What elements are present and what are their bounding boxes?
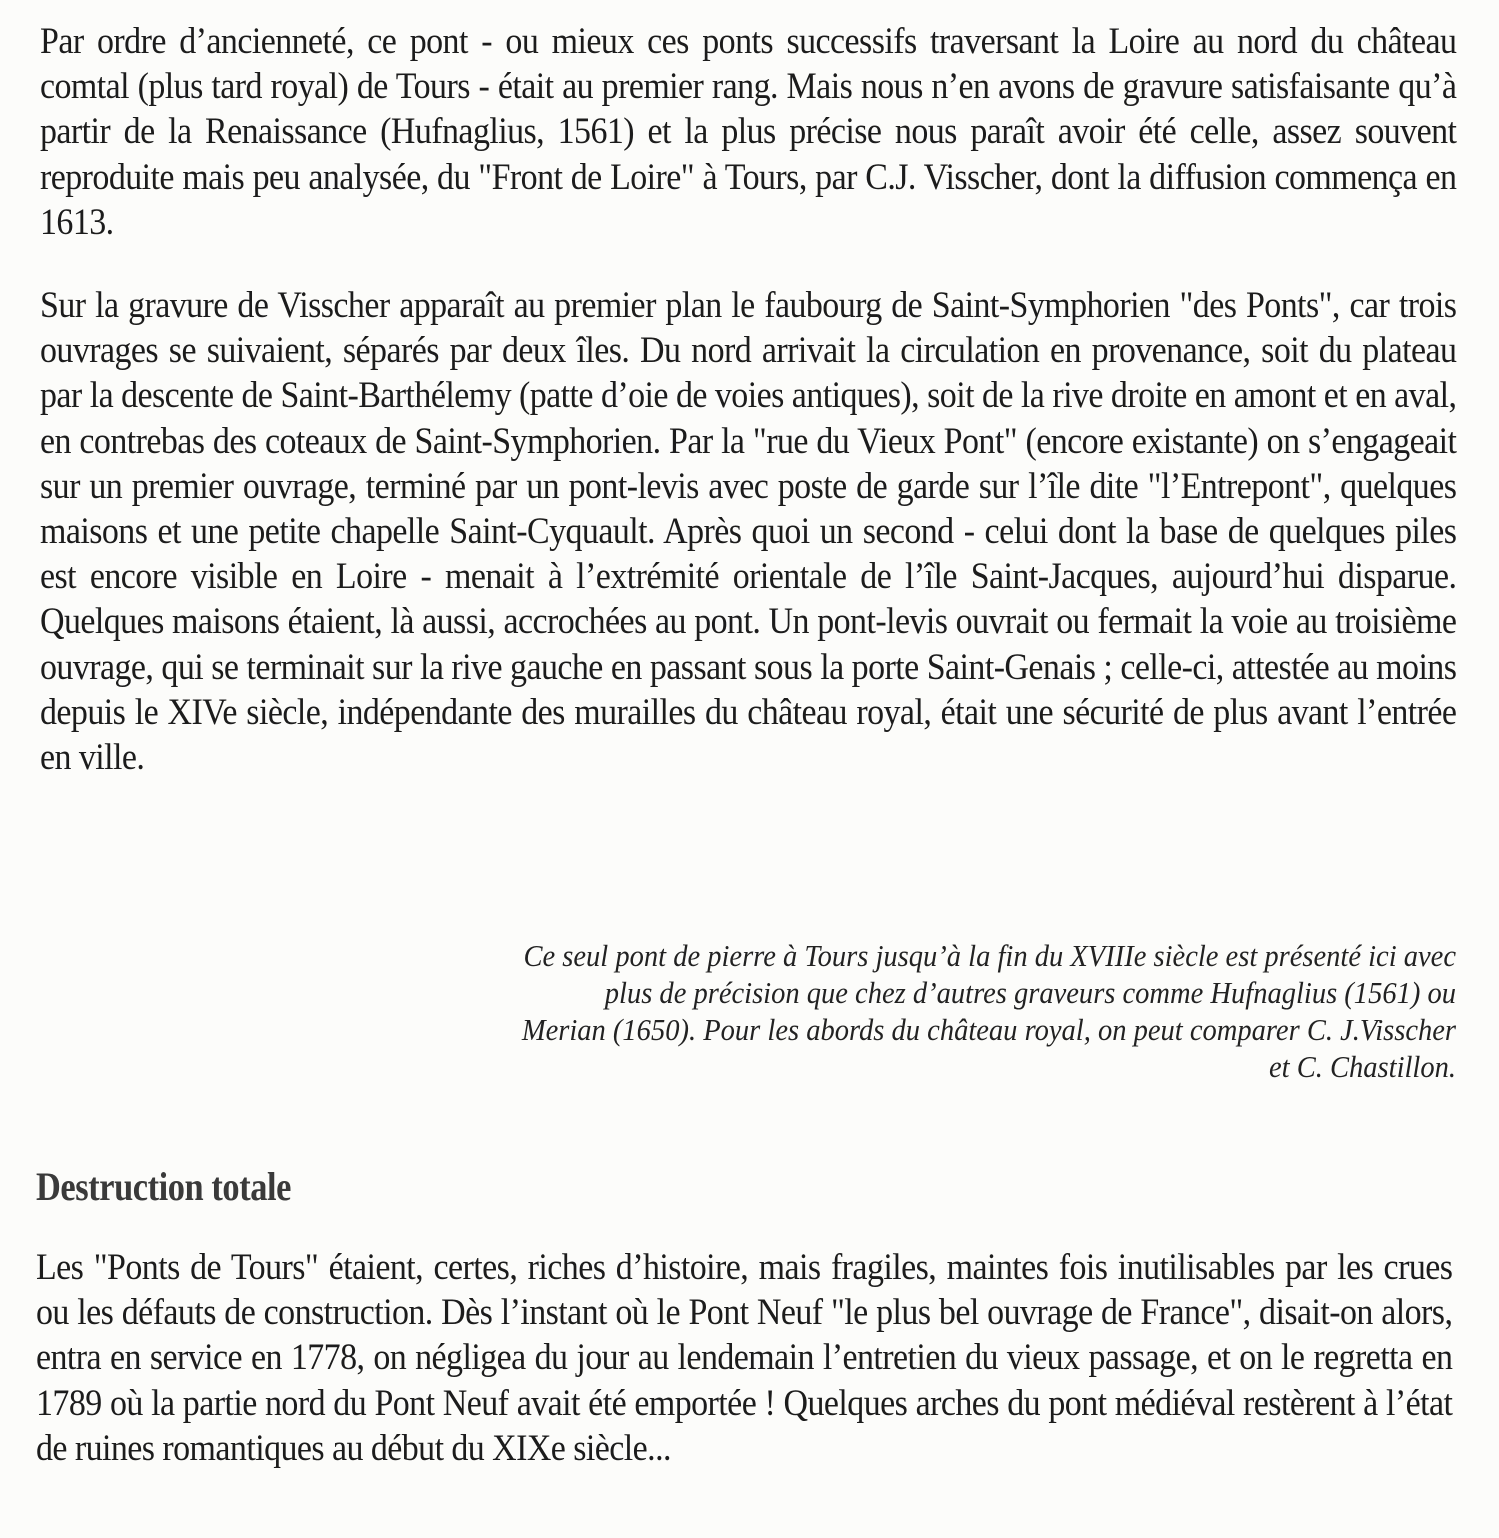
paragraph-origins: Par ordre d’ancienneté, ce pont - ou mieux ces ponts successifs traversant la Loire au nord du château comtal (plus tard royal) de Tours - était au premier rang. Mais nous n’en avons de gravure satisfaisante qu’à partir de la Renaissance (Hufnaglius, 1561) et la plus précise nous paraît avoir été celle, assez souvent reproduite mais peu analysée, du "Front de Loire" à Tours, par C.J. Visscher, dont la diffusion commença en 1613. [40,20,1457,242]
section-heading: Destruction totale [36,1164,291,1209]
paragraph-visscher-engraving: Sur la gravure de Visscher apparaît au premier plan le faubourg de Saint-Symphorien "des Ponts", car trois ouvrages se suivaient, séparés par deux îles. Du nord arrivait la circulation en provenance, soit du plateau par la descente de Saint-Barthélemy (patte d’oie de voies antiques), soit de la rive droite en amont et en aval, en contrebas des coteaux de Saint-Symphorien. Par la "rue du Vieux Pont" (encore existante) on s’engageait sur un premier ouvrage, terminé par un pont-levis avec poste de garde sur l’île dite "l’Entrepont", quelques maisons et une petite chapelle Saint-Cyquault. Après quoi un second - celui dont la base de quelques piles est encore visible en Loire - menait à l’extrémité orientale de l’île Saint-Jacques, aujourd’hui disparue. Quelques maisons étaient, là aussi, accrochées au pont. Un pont-levis ouvrait ou fermait la voie au troisième ouvrage, qui se terminait sur la rive gauche en passant sous la porte Saint-Genais ; celle-ci, attestée au moins depuis le XIVe siècle, indépendante des murailles du château royal, était une sécurité de plus avant l’entrée en ville. [40,284,1457,778]
paragraph-destruction: Les "Ponts de Tours" étaient, certes, riches d’histoire, mais fragiles, maintes fois inutilisables par les crues ou les défauts de construction. Dès l’instant où le Pont Neuf "le plus bel ouvrage de France", disait-on alors, entra en service en 1778, on négligea du jour au lendemain l’entretien du vieux passage, et on le regretta en 1789 où la partie nord du Pont Neuf avait été emportée ! Quelques arches du pont médiéval restèrent à l’état de ruines romantiques au début du XIXe siècle... [36,1246,1453,1468]
image-caption: Ce seul pont de pierre à Tours jusqu’à la fin du XVIIIe siècle est présenté ici avec plus de précision que chez d’autres graveurs comme Hufnaglius (1561) ou Merian (1650). Pour les abords du château royal, on peut comparer C. J.Visscher et C. Chastillon. [521,938,1456,1084]
